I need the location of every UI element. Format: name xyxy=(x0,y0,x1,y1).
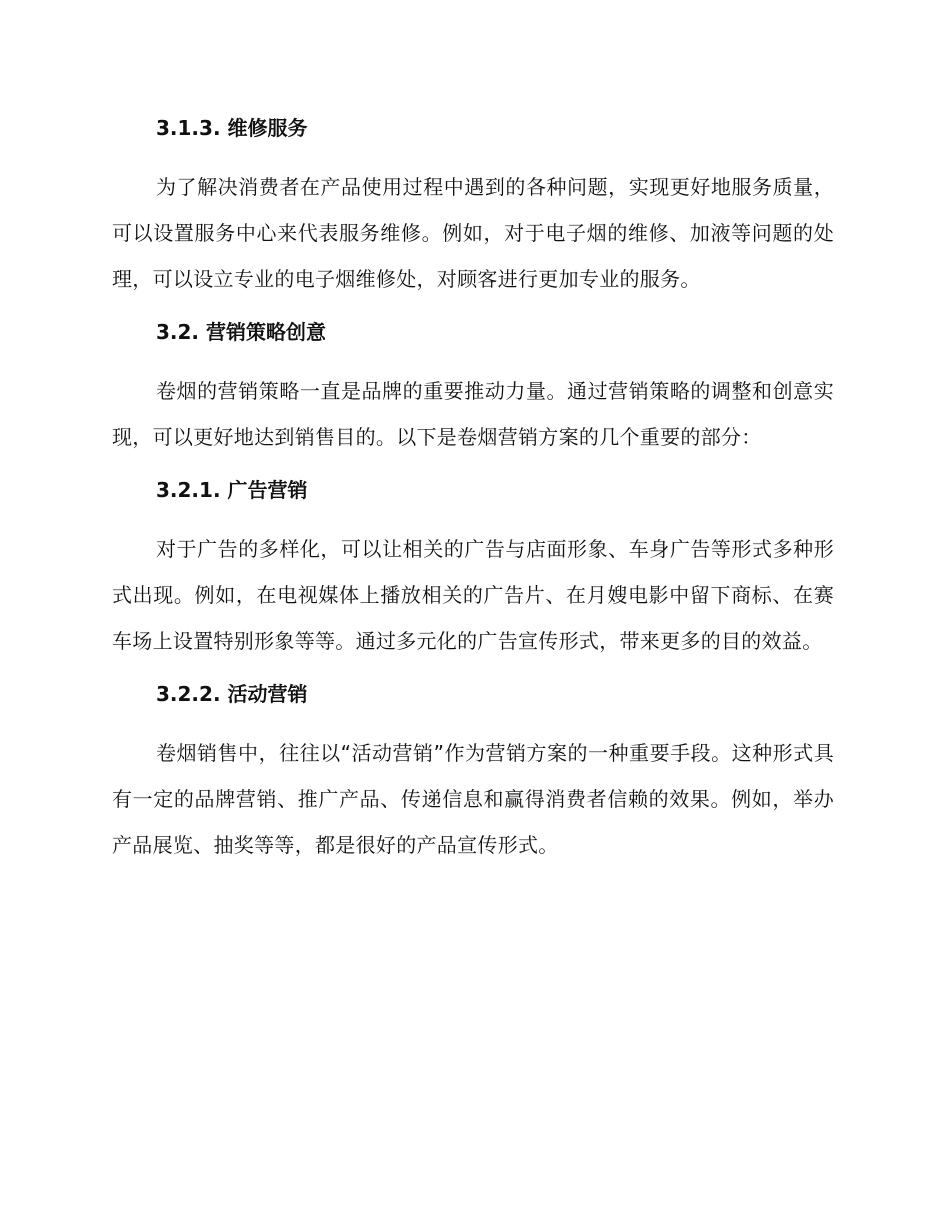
section-heading-3-1-3: 3.1.3. 维修服务 xyxy=(156,116,308,140)
section-paragraph-3-2-1: 对于广告的多样化，可以让相关的广告与店面形象、车身广告等形式多种形式出现。例如，在电视媒体上播放相关的广告片、在月嫂电影中留下商标、在赛车场上设置特别形象等等。通过多元化的广告宣传形式，带来更多的目的效益。 xyxy=(112,537,834,653)
document-body xyxy=(112,110,834,868)
section-heading-3-2-1: 3.2.1. 广告营销 xyxy=(156,478,308,502)
section-heading-3-2: 3.2. 营销策略创意 xyxy=(156,320,326,344)
section-paragraph-3-2-2: 卷烟销售中，往往以“活动营销”作为营销方案的一种重要手段。这种形式具有一定的品牌营销、推广产品、传递信息和赢得消费者信赖的效果。例如，举办产品展览、抽奖等等，都是很好的产品宣传形式。 xyxy=(112,741,834,857)
section-heading-3-2-2: 3.2.2. 活动营销 xyxy=(156,682,308,706)
section-paragraph-3-2: 卷烟的营销策略一直是品牌的重要推动力量。通过营销策略的调整和创意实现，可以更好地达到销售目的。以下是卷烟营销方案的几个重要的部分： xyxy=(112,379,834,449)
section-paragraph-3-1-3: 为了解决消费者在产品使用过程中遇到的各种问题，实现更好地服务质量，可以设置服务中心来代表服务维修。例如，对于电子烟的维修、加液等问题的处理，可以设立专业的电子烟维修处，对顾客进行更加专业的服务。 xyxy=(112,175,834,291)
